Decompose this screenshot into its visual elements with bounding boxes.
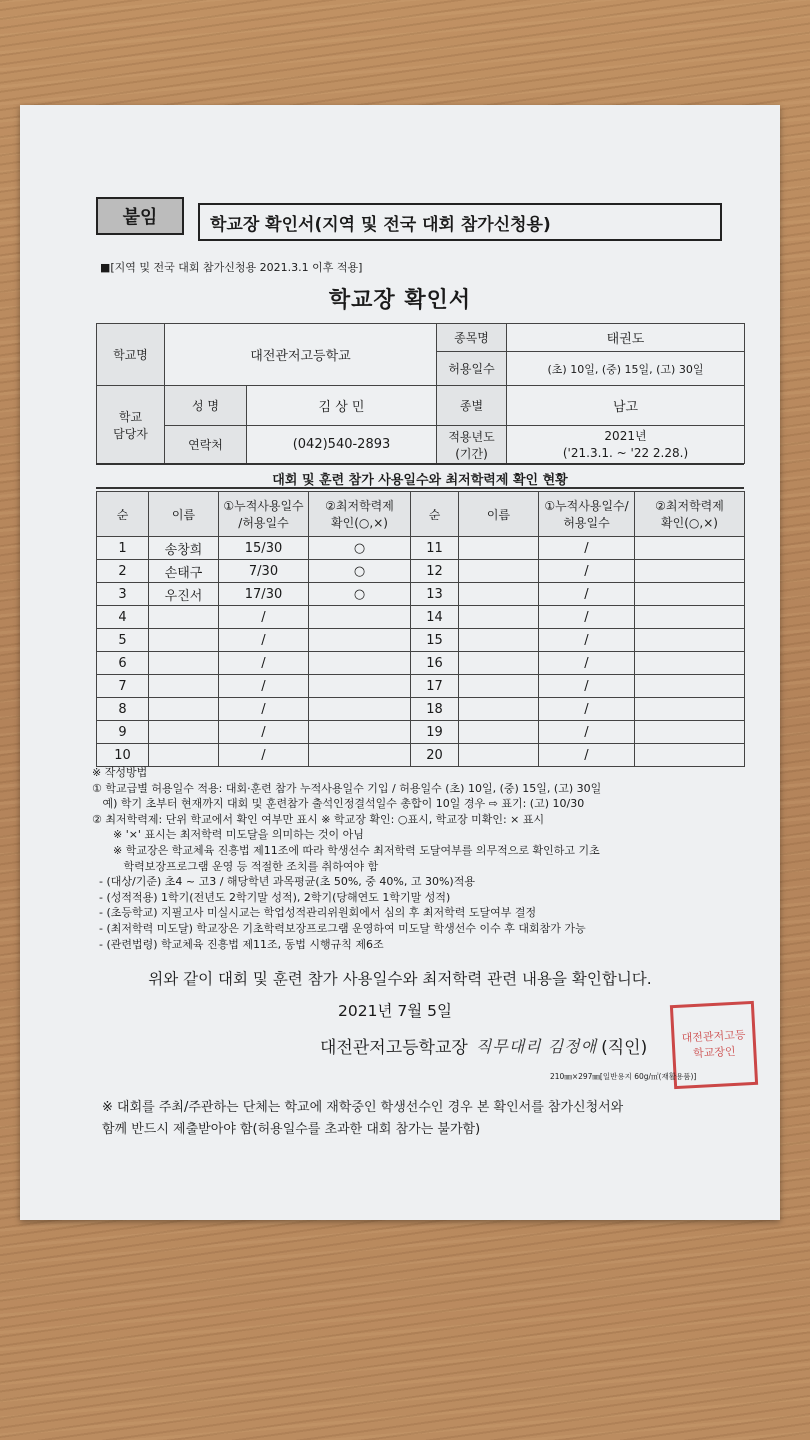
cell-no: 10 [97,744,149,767]
confirmation-statement: 위와 같이 대회 및 훈련 참가 사용일수와 최저학력 관련 내용을 확인합니다. [148,970,652,988]
instruction-line: 예) 학기 초부터 현재까지 대회 및 훈련참가 출석인정결석일수 총합이 10일 경우 ⇨ 표기: (고) 10/30 [92,797,585,811]
cell-name [459,606,539,629]
cell-no: 4 [97,606,149,629]
event-value: 태권도 [507,324,745,352]
contact-value: (042)540-2893 [247,426,437,464]
table-row [97,606,745,629]
cell-no: 15 [411,629,459,652]
cell-no: 7 [97,675,149,698]
instructions [92,765,752,952]
cell-days: / [539,537,635,560]
handwritten-signature: 직무대리 김정애 [475,1037,598,1056]
cell-name [459,721,539,744]
table-row [97,675,745,698]
table-row [97,629,745,652]
col-days-header-right: ①누적사용일수/ 허용일수 [539,492,635,537]
instruction-line: ① 학교급별 허용일수 적용: 대회·훈련 참가 누적사용일수 기입 / 허용일수 (초) 10일, (중) 15일, (고) 30일 [92,781,602,795]
table-row [97,583,745,606]
year-period: ('21.3.1. ~ '22 2.28.) [562,445,689,460]
col-name-header-right: 이름 [459,492,539,537]
cell-check [635,652,745,675]
cell-no: 12 [411,560,459,583]
cell-name [459,583,539,606]
cell-days: 17/30 [219,583,309,606]
table-row [97,698,745,721]
table-row [97,560,745,583]
cell-days: / [539,652,635,675]
info-table [96,323,745,464]
table-header-row [97,492,745,537]
instruction-line: ※ 작성방법 [92,766,148,779]
cell-no: 9 [97,721,149,744]
col-name-header: 이름 [149,492,219,537]
cell-days: / [539,721,635,744]
instruction-line: ※ '×' 표시는 최저학력 미도달을 의미하는 것이 아님 [92,828,364,842]
staff-label: 학교 담당자 [97,386,165,464]
school-value: 대전관저고등학교 [165,324,437,386]
signer-name: 대전관저고등학교장 [320,1038,468,1058]
cell-no: 2 [97,560,149,583]
footnote: ※ 대회를 주최/주관하는 단체는 학교에 재학중인 학생선수인 경우 본 확인서를 참가신청서와 함께 반드시 제출받아야 함(허용일수를 초과한 대회 참가는 불가함) [102,1100,624,1137]
name-label: 성 명 [165,386,247,426]
event-label: 종목명 [437,324,507,352]
cell-name [149,744,219,767]
gender-value: 남고 [507,386,745,426]
page-title: 학교장 확인서 [328,288,472,313]
document-paper [20,105,780,1220]
cell-check [309,721,411,744]
cell-days: / [219,675,309,698]
cell-no: 17 [411,675,459,698]
cell-check [635,537,745,560]
instruction-line: ※ 학교장은 학교체육 진흥법 제11조에 따라 학생선수 최저학력 도달여부를 의무적으로 확인하고 기초 [92,843,600,857]
cell-name [459,537,539,560]
cell-check [635,560,745,583]
cell-no: 18 [411,698,459,721]
cell-check [635,583,745,606]
attachment-badge: 붙임 [96,197,184,235]
issue-date: 2021년 7월 5일 [338,1002,452,1020]
cell-check [635,606,745,629]
table-row [97,537,745,560]
cell-no: 6 [97,652,149,675]
cell-name [149,698,219,721]
cell-no: 13 [411,583,459,606]
col-days-header: ①누적사용일수 /허용일수 [219,492,309,537]
col-no-header-right: 순 [411,492,459,537]
cell-check [635,721,745,744]
seal-suffix: (직인) [601,1038,648,1058]
allowed-days-value: (초) 10일, (중) 15일, (고) 30일 [507,352,745,386]
official-seal-stamp: 대전관저고등학교장인 [670,1001,758,1089]
cell-check [309,698,411,721]
cell-no: 8 [97,698,149,721]
cell-check [309,675,411,698]
table-row [97,652,745,675]
cell-days: / [219,721,309,744]
instruction-line: - (관련법령) 학교체육 진흥법 제11조, 동법 시행규칙 제6조 [92,937,384,951]
cell-days: / [219,698,309,721]
cell-check [309,744,411,767]
cell-days: / [539,560,635,583]
cell-name [149,606,219,629]
cell-no: 14 [411,606,459,629]
cell-no: 11 [411,537,459,560]
cell-check: ○ [309,537,411,560]
instruction-line: - (최저학력 미도달) 학교장은 기초학력보장프로그램 운영하여 미도달 학생선수 이수 후 대회참가 가능 [92,921,586,935]
cell-days: / [539,606,635,629]
cell-name [459,560,539,583]
cell-check: ○ [309,560,411,583]
name-value: 김 상 민 [247,386,437,426]
gender-label: 종별 [437,386,507,426]
document-heading-box: 학교장 확인서(지역 및 전국 대회 참가신청용) [198,203,722,241]
cell-no: 20 [411,744,459,767]
cell-days: / [539,583,635,606]
cell-check [635,744,745,767]
cell-check [635,629,745,652]
cell-check [635,698,745,721]
cell-name [149,675,219,698]
signature-row [320,1033,647,1058]
cell-name [149,629,219,652]
table-row [97,744,745,767]
instruction-line: - (대상/기준) 초4 ~ 고3 / 해당학년 과목평균(초 50%, 중 40%, 고 30%)적용 [92,875,475,889]
status-heading: 대회 및 훈련 참가 사용일수와 최저학력제 확인 현황 [96,463,744,489]
cell-no: 16 [411,652,459,675]
table-row [97,721,745,744]
instruction-line: - (초등학교) 지필고사 미실시교는 학업성적관리위원회에서 심의 후 최저학력 도달여부 결정 [92,906,537,920]
cell-check: ○ [309,583,411,606]
year-cell [507,426,745,464]
cell-check [635,675,745,698]
cell-days: 15/30 [219,537,309,560]
cell-name [459,698,539,721]
instruction-line: ② 최저학력제: 단위 학교에서 확인 여부만 표시 ※ 학교장 확인: ○표시, 학교장 미확인: × 표시 [92,812,545,826]
cell-days: / [539,629,635,652]
cell-name [459,652,539,675]
cell-days: / [539,744,635,767]
instruction-line: - (성적적용) 1학기(전년도 2학기말 성적), 2학기(당해연도 1학기말 성적) [92,890,451,904]
cell-days: 7/30 [219,560,309,583]
cell-days: / [219,606,309,629]
cell-days: / [219,744,309,767]
cell-days: / [539,675,635,698]
cell-name: 우진서 [149,583,219,606]
paper-spec: 210㎜×297㎜[일반용지 60g/㎡(재활용품)] [550,1072,697,1081]
col-check-header-right: ②최저학력제 확인(○,×) [635,492,745,537]
cell-check [309,606,411,629]
cell-no: 1 [97,537,149,560]
col-check-header: ②최저학력제 확인(○,×) [309,492,411,537]
cell-name [459,629,539,652]
cell-name [459,744,539,767]
cell-days: / [219,629,309,652]
cell-check [309,629,411,652]
instruction-line: 학력보장프로그램 운영 등 적절한 조치를 취하여야 함 [92,859,379,873]
col-no-header: 순 [97,492,149,537]
participation-table [96,491,745,767]
cell-days: / [539,698,635,721]
subtitle: ■[지역 및 전국 대회 참가신청용 2021.3.1 이후 적용] [100,261,363,274]
cell-name [149,721,219,744]
year-label: 적용년도 (기간) [437,426,507,464]
cell-name: 송창희 [149,537,219,560]
cell-no: 5 [97,629,149,652]
year-value: 2021년 [604,428,647,443]
cell-no: 19 [411,721,459,744]
cell-name: 손태구 [149,560,219,583]
contact-label: 연락처 [165,426,247,464]
cell-days: / [219,652,309,675]
cell-check [309,652,411,675]
cell-no: 3 [97,583,149,606]
allowed-days-label: 허용일수 [437,352,507,386]
cell-name [149,652,219,675]
cell-name [459,675,539,698]
school-label: 학교명 [97,324,165,386]
